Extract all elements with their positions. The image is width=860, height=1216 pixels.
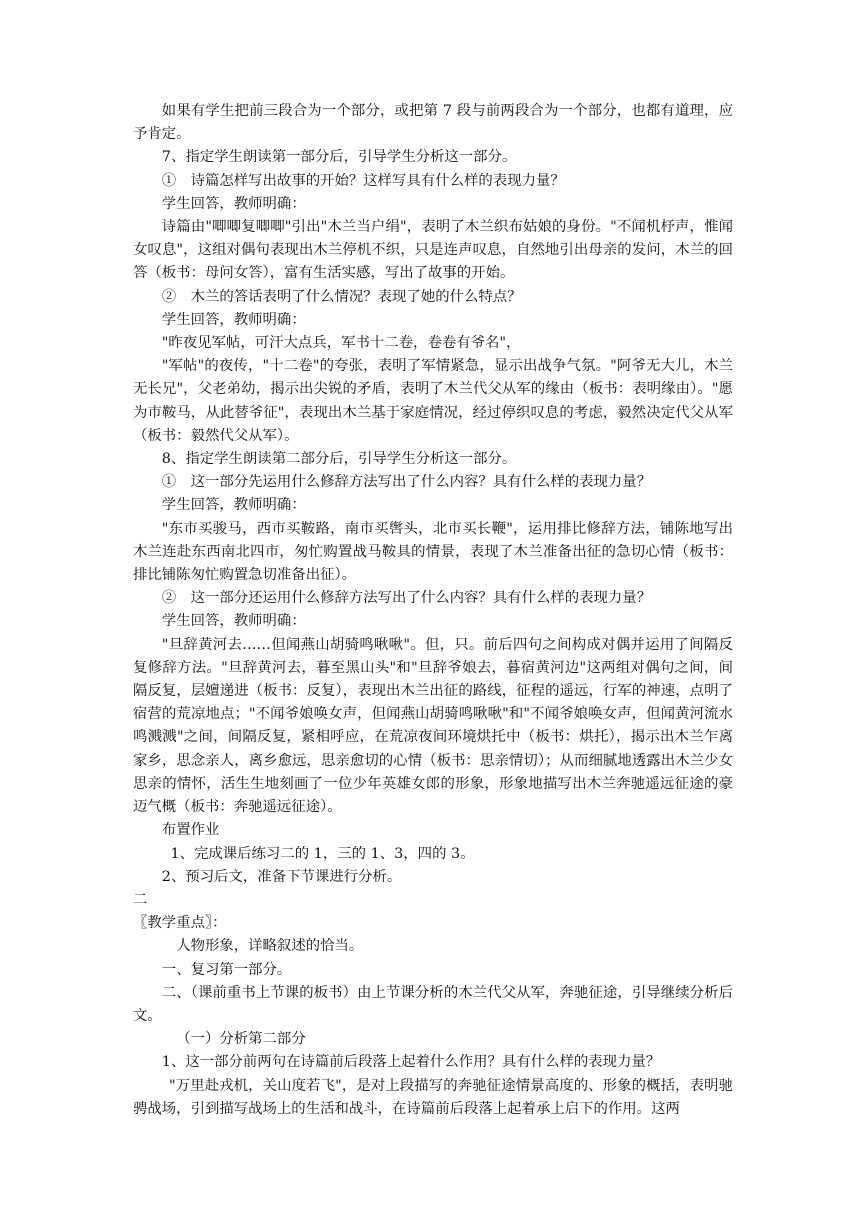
paragraph: 二、（课前重书上节课的板书）由上节课分析的木兰代父从军，奔驰征途，引导继续分析后文。 — [133, 984, 733, 1024]
paragraph: "东市买骏马，西市买鞍路，南市买辔头，北市买长鞭"，运用排比修辞方法，铺陈地写出木兰连赴东西南北四市，匆忙购置战马鞍具的情景，表现了木兰准备出征的急切心情（板书：排比铺陈匆忙购置急切准备出征）。 — [133, 520, 733, 584]
paragraph: "万里赴戎机，关山度若飞"，是对上段描写的奔驰征途情景高度的、形象的概括，表明驰骋战场，引到描写战场上的生活和战斗，在诗篇前后段落上起着承上启下的作用。这两 — [133, 1077, 733, 1117]
list-item: 1、完成课后练习二的 1，三的 1、3，四的 3。 — [170, 845, 475, 862]
section-heading: 一、复习第一部分。 — [161, 961, 292, 978]
section-number: 二 — [133, 891, 148, 908]
paragraph: 学生回答，教师明确： — [161, 497, 306, 514]
section-heading: 7、指定学生朗读第一部分后，引导学生分析这一部分。 — [161, 149, 517, 166]
list-item: 2、预习后文，准备下节课进行分析。 — [161, 868, 402, 885]
subsection-heading: （一）分析第二部分 — [176, 1031, 306, 1048]
section-heading: 8、指定学生朗读第二部分后，引导学生分析这一部分。 — [161, 451, 517, 468]
section-heading: 布置作业 — [161, 822, 220, 839]
question: ② 这一部分还运用什么修辞方法写出了什么内容？具有什么样的表现力量？ — [161, 590, 652, 607]
paragraph: "军帖"的夜传，"十二卷"的夸张，表明了军情紧急，显示出战争气氛。"阿爷无大儿，木兰无长兄"，父老弟幼，揭示出尖锐的矛盾，表明了木兰代父从军的缘由（板书：表明缘由）。"愿为市鞍马，从此替爷征"，表现出木兰基于家庭情况，经过停织叹息的考虑，毅然决定代父从军（板书：毅然代父从军）。 — [133, 358, 733, 444]
quotation: "昨夜见军帖，可汗大点兵，军书十二卷，卷卷有爷名"， — [161, 335, 521, 352]
paragraph: "旦辞黄河去……但闻燕山胡骑鸣啾啾"。但，只。前后四句之间构成对偶并运用了间隔反复修辞方法。"旦辞黄河去，暮至黑山头"和"旦辞爷娘去，暮宿黄河边"这两组对偶句之间，间隔反复，层嬗递进（板书：反复），表现出木兰出征的路线，征程的遥远，行军的神速，点明了宿营的荒凉地点；"不闻爷娘唤女声，但闻燕山胡骑鸣啾啾"和"不闻爷娘唤女声，但闻黄河流水鸣溅溅"之间，间隔反复，紧相呼应，在荒凉夜间环境烘托中（板书：烘托），揭示出木兰乍离家乡，思念亲人，离乡愈远，思亲愈切的心情（板书：思亲情切）；从而细腻地透露出木兰少女思亲的情怀，活生生地刻画了一位少年英雄女郎的形象，形象地描写出木兰奔驰遥远征途的豪迈气概（板书：奔驰遥远征途）。 — [133, 636, 733, 816]
question: ① 这一部分先运用什么修辞方法写出了什么内容？具有什么样的表现力量？ — [161, 474, 652, 491]
question: ① 诗篇怎样写出故事的开始？这样写具有什么样的表现力量？ — [161, 172, 565, 189]
paragraph: 学生回答，教师明确： — [161, 613, 306, 630]
paragraph: 学生回答，教师明确： — [161, 195, 306, 212]
teaching-focus-heading: 〖教学重点〗： — [133, 915, 227, 932]
document-body — [133, 100, 733, 1121]
paragraph: 人物形象，详略叙述的恰当。 — [176, 938, 364, 955]
question: 1、这一部分前两句在诗篇前后段落上起着什么作用？具有什么样的表现力量？ — [161, 1054, 661, 1071]
paragraph: 如果有学生把前三段合为一个部分，或把第 7 段与前两段合为一个部分，也都有道理，应予肯定。 — [133, 103, 733, 143]
paragraph: 学生回答，教师明确： — [161, 311, 306, 328]
question: ② 木兰的答话表明了什么情况？表现了她的什么特点？ — [161, 288, 522, 305]
paragraph: 诗篇由"唧唧复唧唧"引出"木兰当户绢"，表明了木兰织布姑娘的身份。"不闻机杼声，惟闻女叹息"，这组对偶句表现出木兰停机不织，只是连声叹息，自然地引出母亲的发问，木兰的回答（板书：母问女答），富有生活实感，写出了故事的开始。 — [133, 219, 733, 282]
